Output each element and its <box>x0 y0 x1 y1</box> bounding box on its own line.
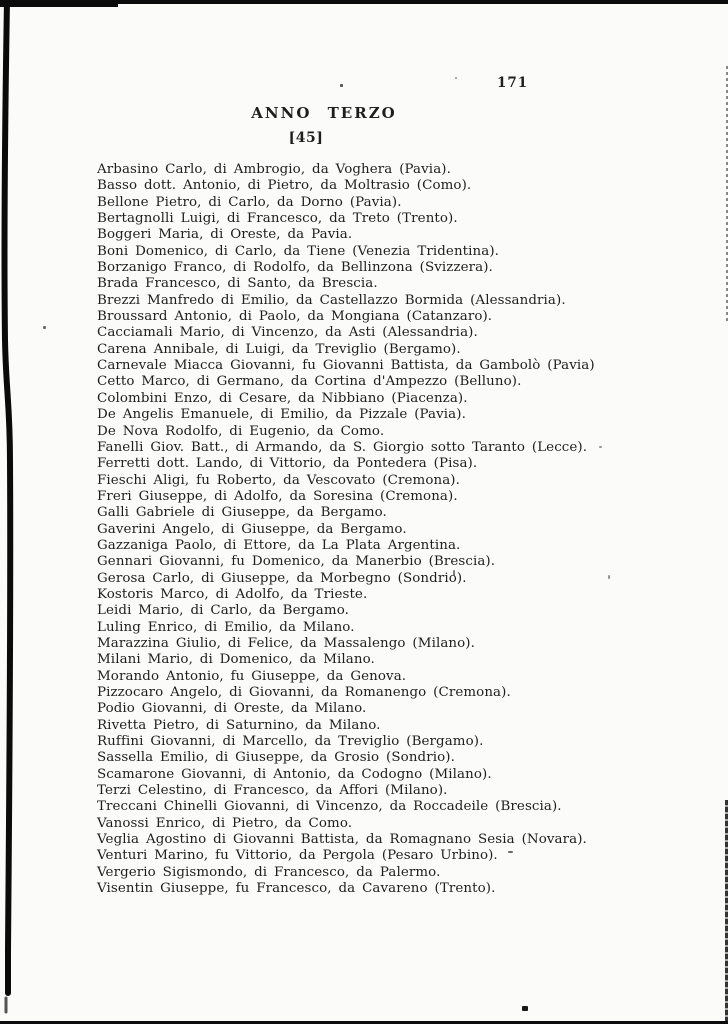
cohort-count: [45] <box>288 130 324 146</box>
roster-entry: Morando Antonio, fu Giuseppe, da Genova. <box>97 668 407 684</box>
scan-speck <box>43 326 46 329</box>
roster-entry: Marazzina Giulio, di Felice, da Massalengo (Milano). <box>97 635 475 651</box>
roster-entry: Bellone Pietro, di Carlo, da Dorno (Pavia). <box>97 194 402 210</box>
roster-entry: Veglia Agostino di Giovanni Battista, da Romagnano Sesia (Novara). <box>97 832 587 848</box>
scan-speck <box>522 1006 528 1011</box>
roster-entry: Rivetta Pietro, di Saturnino, da Milano. <box>97 717 381 733</box>
roster-entry: Gazzaniga Paolo, di Ettore, da La Plata Argentina. <box>97 537 461 553</box>
roster-entry: Colombini Enzo, di Cesare, da Nibbiano (Piacenza). <box>97 390 468 406</box>
roster-entry: De Angelis Emanuele, di Emilio, da Pizzale (Pavia). <box>97 407 466 423</box>
roster-entry: Treccani Chinelli Giovanni, di Vincenzo, da Roccadeile (Brescia). <box>97 799 562 815</box>
roster-entry: Brezzi Manfredo di Emilio, da Castellazzo Bormida (Alessandria). <box>97 292 566 308</box>
scan-speck <box>455 77 457 79</box>
student-roster <box>97 162 697 897</box>
roster-entry: Bertagnolli Luigi, di Francesco, da Treto (Trento). <box>97 211 458 227</box>
roster-entry: Luling Enrico, di Emilio, da Milano. <box>97 619 355 635</box>
roster-entry: Carena Annibale, di Luigi, da Treviglio (Bergamo). <box>97 341 461 357</box>
roster-entry: Gaverini Angelo, di Giuseppe, da Bergamo. <box>97 521 407 537</box>
roster-entry: Podio Giovanni, di Oreste, da Milano. <box>97 701 367 717</box>
roster-entry: Gerosa Carlo, di Giuseppe, da Morbegno (Sondrio). <box>97 570 467 586</box>
section-heading: ANNO TERZO <box>251 104 397 122</box>
roster-entry: Borzanigo Franco, di Rodolfo, da Bellinzona (Svizzera). <box>97 260 493 276</box>
roster-entry: Boni Domenico, di Carlo, da Tiene (Venezia Tridentina). <box>97 243 500 259</box>
roster-entry: Cetto Marco, di Germano, da Cortina d'Ampezzo (Belluno). <box>97 374 522 390</box>
roster-entry: Sassella Emilio, di Giuseppe, da Grosio (Sondrio). <box>97 750 455 766</box>
roster-entry: Terzi Celestino, di Francesco, da Affori (Milano). <box>97 783 448 799</box>
roster-entry: Basso dott. Antonio, di Pietro, da Moltrasio (Como). <box>97 178 472 194</box>
roster-entry: Kostoris Marco, di Adolfo, da Trieste. <box>97 586 368 602</box>
roster-entry: Leidi Mario, di Carlo, da Bergamo. <box>97 603 349 619</box>
roster-entry: Vergerio Sigismondo, di Francesco, da Palermo. <box>97 864 441 880</box>
roster-entry: Ruffini Giovanni, di Marcello, da Treviglio (Bergamo). <box>97 734 484 750</box>
scan-speck <box>340 84 343 87</box>
roster-entry: Freri Giuseppe, di Adolfo, da Soresina (Cremona). <box>97 488 458 504</box>
roster-entry: Arbasino Carlo, di Ambrogio, da Voghera (Pavia). <box>97 162 451 177</box>
roster-entry: Galli Gabriele di Giuseppe, da Bergamo. <box>97 505 387 521</box>
scan-edge-left <box>0 0 20 1024</box>
roster-entry: Brada Francesco, di Santo, da Brescia. <box>97 276 378 292</box>
roster-entry: Pizzocaro Angelo, di Giovanni, da Romanengo (Cremona). <box>97 685 511 700</box>
page-number: 171 <box>497 75 529 91</box>
roster-entry: Carnevale Miacca Giovanni, fu Giovanni Battista, da Gambolò (Pavia) <box>97 358 595 374</box>
roster-entry: Vanossi Enrico, di Pietro, da Como. <box>97 815 353 831</box>
roster-entry: Ferretti dott. Lando, di Vittorio, da Pontedera (Pisa). <box>97 456 478 472</box>
roster-entry: Cacciamali Mario, di Vincenzo, da Asti (Alessandria). <box>97 325 478 341</box>
roster-entry: Fanelli Giov. Batt., di Armando, da S. Giorgio sotto Taranto (Lecce). <box>97 439 588 455</box>
roster-entry: Milani Mario, di Domenico, da Milano. <box>97 652 375 668</box>
roster-entry: Scamarone Giovanni, di Antonio, da Codogno (Milano). <box>97 766 492 782</box>
roster-entry: Venturi Marino, fu Vittorio, da Pergola (Pesaro Urbino). <box>97 848 498 864</box>
roster-entry: Boggeri Maria, di Oreste, da Pavia. <box>97 227 353 243</box>
roster-entry: Visentin Giuseppe, fu Francesco, da Cavareno (Trento). <box>97 881 496 897</box>
roster-entry: Gennari Giovanni, fu Domenico, da Manerbio (Brescia). <box>97 554 496 570</box>
roster-entry: De Nova Rodolfo, di Eugenio, da Como. <box>97 423 385 439</box>
roster-entry: Broussard Antonio, di Paolo, da Mongiana (Catanzaro). <box>97 309 493 325</box>
roster-entry: Fieschi Aligi, fu Roberto, da Vescovato (Cremona). <box>97 472 460 488</box>
